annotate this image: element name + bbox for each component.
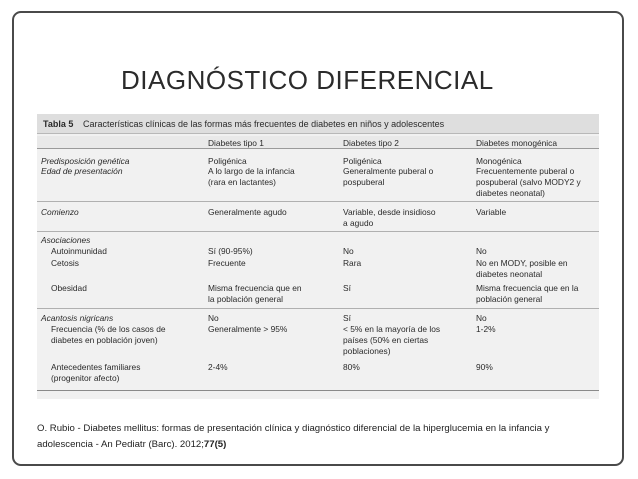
row-divider — [37, 201, 599, 202]
comparison-table — [37, 114, 599, 399]
cell-frecuencia-t2-l3: poblaciones) — [343, 346, 391, 356]
row-label-antecedentes-l2: (progenitor afecto) — [51, 373, 120, 383]
cell-acantosis-mono: No — [476, 313, 487, 323]
cell-antecedentes-t1: 2-4% — [208, 362, 228, 372]
header-diabetes-monogenica: Diabetes monogénica — [476, 138, 558, 148]
cell-comienzo-t2-l2: a agudo — [343, 218, 374, 228]
row-divider — [37, 231, 599, 232]
row-label-predisposicion: Predisposición genética — [41, 156, 130, 166]
cell-obesidad-t1-l1: Misma frecuencia que en — [208, 283, 302, 293]
row-label-asociaciones: Asociaciones — [41, 235, 91, 245]
cell-antecedentes-mono: 90% — [476, 362, 493, 372]
cell-comienzo-t2-l1: Variable, desde insidioso — [343, 207, 436, 217]
cell-autoinmunidad-t1: Sí (90-95%) — [208, 246, 253, 256]
row-label-cetosis: Cetosis — [51, 258, 79, 268]
cell-acantosis-t1: No — [208, 313, 219, 323]
cell-autoinmunidad-t2: No — [343, 246, 354, 256]
table-caption — [37, 114, 599, 134]
cell-predisposicion-t1: Poligénica — [208, 156, 247, 166]
cell-comienzo-t1: Generalmente agudo — [208, 207, 287, 217]
cell-cetosis-t1: Frecuente — [208, 258, 246, 268]
slide-title: DIAGNÓSTICO DIFERENCIAL — [121, 65, 494, 95]
table-label: Tabla 5 — [43, 119, 74, 129]
cell-frecuencia-t2-l2: países (50% en ciertas — [343, 335, 429, 345]
cell-cetosis-t2: Rara — [343, 258, 362, 268]
cell-edad-t2-l2: pospuberal — [343, 177, 385, 187]
row-label-comienzo: Comienzo — [41, 207, 79, 217]
cell-obesidad-t2: Sí — [343, 283, 351, 293]
cell-frecuencia-t2-l1: < 5% en la mayoría de los — [343, 324, 441, 334]
table-bottom-rule — [37, 390, 599, 391]
source-citation — [37, 421, 607, 453]
cell-edad-mono-l3: diabetes neonatal) — [476, 188, 545, 198]
row-label-frecuencia-l1: Frecuencia (% de los casos de — [51, 324, 166, 334]
cell-edad-mono-l2: pospuberal (salvo MODY2 y — [476, 177, 581, 187]
source-volume: 77(5) — [203, 439, 227, 450]
row-label-frecuencia-l2: diabetes en población joven) — [51, 335, 158, 345]
row-label-obesidad: Obesidad — [51, 283, 87, 293]
cell-obesidad-mono-l1: Misma frecuencia que en la — [476, 283, 579, 293]
row-label-edad: Edad de presentación — [41, 166, 123, 176]
cell-frecuencia-mono: 1-2% — [476, 324, 496, 334]
row-divider — [37, 308, 599, 309]
cell-predisposicion-mono: Monogénica — [476, 156, 522, 166]
cell-edad-t2-l1: Generalmente puberal o — [343, 166, 434, 176]
cell-edad-t1-l1: A lo largo de la infancia — [208, 166, 295, 176]
cell-antecedentes-t2: 80% — [343, 362, 360, 372]
row-label-autoinmunidad: Autoinmunidad — [51, 246, 107, 256]
cell-frecuencia-t1: Generalmente > 95% — [208, 324, 288, 334]
cell-acantosis-t2: Sí — [343, 313, 351, 323]
cell-edad-t1-l2: (rara en lactantes) — [208, 177, 276, 187]
table-header-row — [37, 136, 599, 149]
cell-comienzo-mono: Variable — [476, 207, 507, 217]
cell-cetosis-mono-l2: diabetes neonatal — [476, 269, 543, 279]
cell-obesidad-t1-l2: la población general — [208, 294, 283, 304]
cell-edad-mono-l1: Frecuentemente puberal o — [476, 166, 575, 176]
cell-obesidad-mono-l2: población general — [476, 294, 543, 304]
cell-autoinmunidad-mono: No — [476, 246, 487, 256]
header-diabetes-tipo-2: Diabetes tipo 2 — [343, 138, 399, 148]
row-label-antecedentes-l1: Antecedentes familiares — [51, 362, 141, 372]
table-caption-text: Características clínicas de las formas más frecuentes de diabetes en niños y adolescentes — [83, 119, 445, 129]
cell-predisposicion-t2: Poligénica — [343, 156, 382, 166]
source-text: O. Rubio - Diabetes mellitus: formas de presentación clínica y diagnóstico diferencial de la hiperglucemia en la infancia y adolescencia - An Pediatr (Barc). 2012; — [37, 423, 550, 450]
cell-cetosis-mono-l1: No en MODY, posible en — [476, 258, 568, 268]
row-label-acantosis: Acantosis nigricans — [41, 313, 114, 323]
header-diabetes-tipo-1: Diabetes tipo 1 — [208, 138, 264, 148]
